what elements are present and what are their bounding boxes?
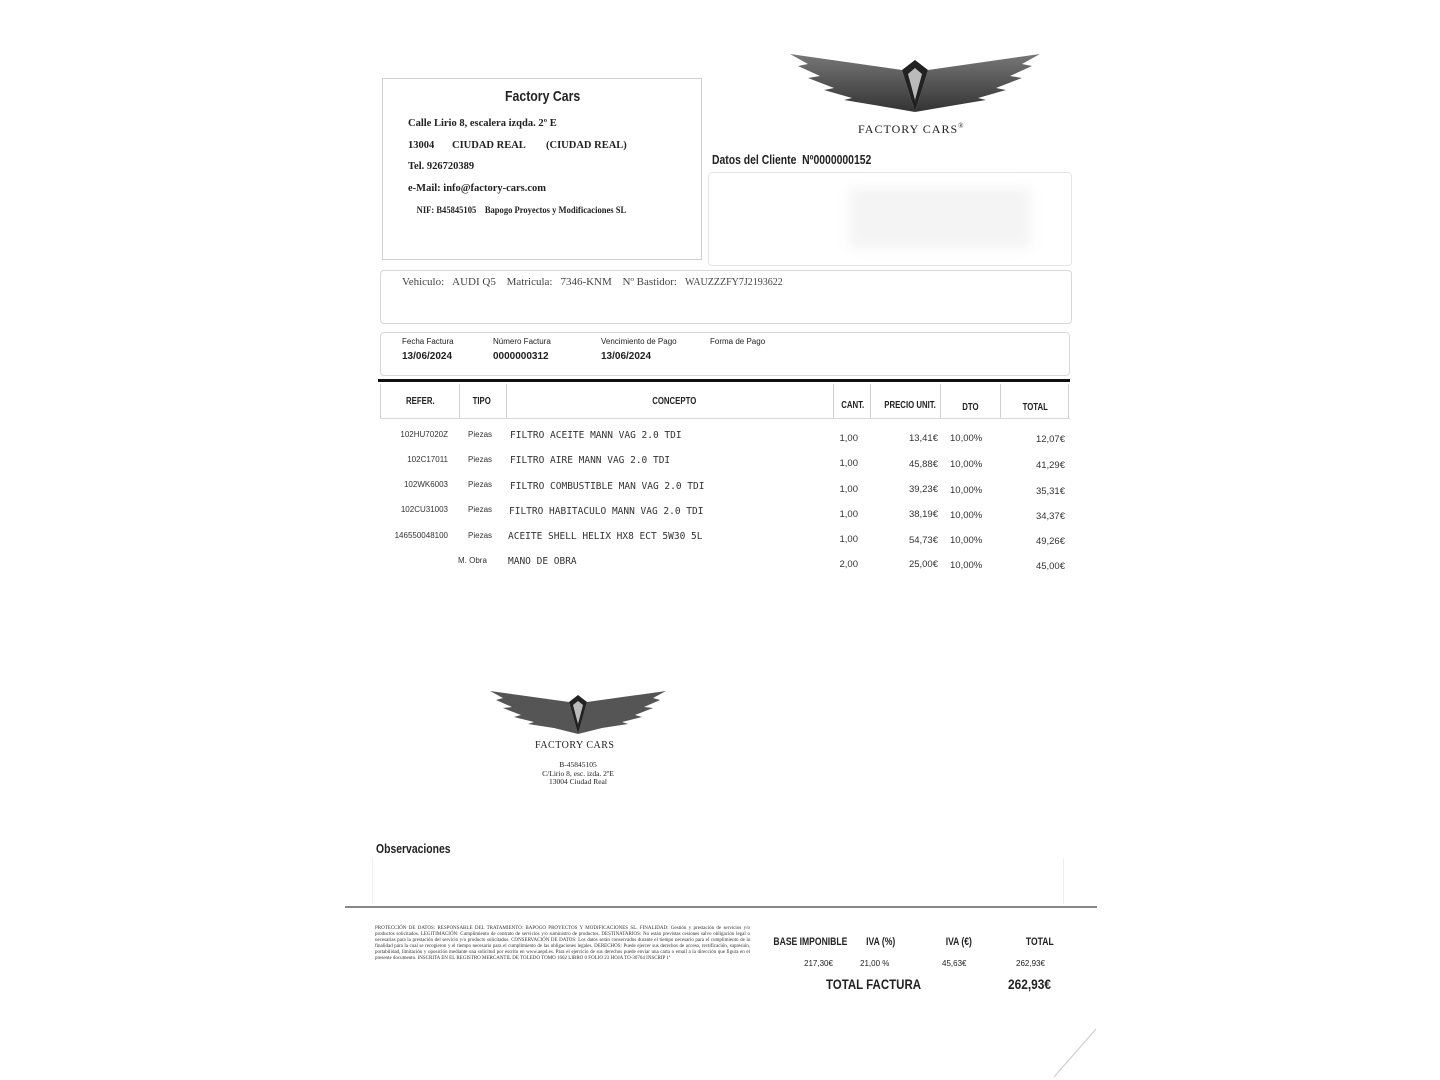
row-dto: 10,00% [950,459,983,470]
plate-label: Matricula: [506,276,553,288]
total-factura-label: TOTAL FACTURA [826,976,922,992]
row-cant: 1,00 [839,458,858,469]
row-ref: 102WK6003 [403,480,448,489]
col-divider [833,384,834,418]
payment-method-label: Forma de Pago [710,337,766,346]
invoice-date-value: 13/06/2024 [402,351,453,362]
row-cant: 2,00 [839,559,858,570]
row-precio: 13,41€ [908,433,938,444]
row-cant: 1,00 [839,484,858,495]
stamp-line: 13004 Ciudad Real [549,777,607,786]
row-cant: 1,00 [839,433,858,444]
observations-box [372,858,1064,904]
client-data-title: Datos del Cliente Nº0000000152 [712,152,872,167]
row-total: 41,29€ [1035,460,1065,471]
observations-label: Observaciones [376,841,451,856]
row-concepto: ACEITE SHELL HELIX HX8 ECT 5W30 5L [508,531,703,542]
iva-amount-value: 45,63€ [942,959,967,968]
company-province: (CIUDAD REAL) [546,140,627,151]
invoice-number-label: Número Factura [493,337,551,346]
col-divider [1068,384,1069,418]
company-postal-code: 13004 [408,140,435,151]
col-header-ref: REFER. [406,396,435,407]
company-legal-name: Bapogo Proyectos y Modificaciones SL [484,206,627,216]
row-ref: 102C17011 [407,455,448,464]
header-rule [380,418,1070,419]
row-precio: 45,88€ [908,459,938,470]
row-ref: 146550048100 [394,531,448,540]
vehicle-value: AUDI Q5 [452,276,496,288]
iva-pct-value: 21,00 % [860,959,890,968]
section-divider [378,379,1070,382]
col-header-precio: PRECIO UNIT. [884,400,936,411]
row-cant: 1,00 [839,534,858,545]
base-imponible-value: 217,30€ [804,959,833,968]
footer-divider [345,906,1097,908]
company-address: Calle Lirio 8, escalera izqda. 2º E [408,118,557,129]
company-stamp-wings-logo [490,688,666,738]
chassis-value: WAUZZZFY7J2193622 [684,277,783,288]
row-tipo: M. Obra [458,556,487,565]
row-dto: 10,00% [950,510,983,521]
col-divider [1000,384,1001,418]
total-factura-value: 262,93€ [1008,976,1052,992]
invoice-date-label: Fecha Factura [402,337,454,346]
col-header-concepto: CONCEPTO [652,396,697,407]
company-email: e-Mail: info@factory-cars.com [408,183,547,194]
due-date-label: Vencimiento de Pago [601,337,677,346]
row-tipo: Piezas [468,505,493,514]
row-tipo: Piezas [468,531,493,540]
row-concepto: FILTRO AIRE MANN VAG 2.0 TDI [510,455,671,466]
scan-artifact-line [1050,1025,1100,1080]
row-dto: 10,00% [950,560,983,571]
row-dto: 10,00% [950,535,983,546]
client-info-redacted [850,188,1030,248]
stamp-line: C/Lirio 8, esc. izda. 2ºE [542,769,614,778]
chassis-label: Nº Bastidor: [622,276,677,288]
col-divider [506,384,507,418]
row-ref: 102CU31003 [400,505,448,514]
row-dto: 10,00% [950,485,983,496]
row-precio: 38,19€ [908,509,938,520]
col-header-tipo: TIPO [472,396,491,407]
row-concepto: FILTRO ACEITE MANN VAG 2.0 TDI [510,430,682,441]
factory-cars-wings-logo [790,50,1040,120]
due-date-value: 13/06/2024 [601,351,652,362]
col-header-dto: DTO [962,402,979,413]
row-tipo: Piezas [468,480,493,489]
row-total: 45,00€ [1035,561,1065,572]
col-divider [870,384,871,418]
nif-label: NIF: [416,206,435,216]
stamp-logo-text: FACTORY CARS [535,740,615,751]
row-concepto: FILTRO HABITACULO MANN VAG 2.0 TDI [509,506,704,517]
row-cant: 1,00 [839,509,858,520]
row-tipo: Piezas [468,455,493,464]
vehicle-label: Vehiculo: [402,276,445,288]
col-divider [940,384,941,418]
row-total: 34,37€ [1035,511,1065,522]
col-header-total: TOTAL [1022,402,1048,413]
row-ref: 102HU7020Z [400,430,448,439]
iva-pct-header: IVA (%) [866,936,896,948]
logo-text: FACTORY CARS® [858,122,965,136]
row-concepto: FILTRO COMBUSTIBLE MAN VAG 2.0 TDI [510,481,705,492]
row-tipo: Piezas [468,430,493,439]
company-nif-line [417,206,627,216]
client-number: Nº0000000152 [802,152,872,167]
row-total: 12,07€ [1035,434,1065,445]
row-total: 49,26€ [1035,536,1065,547]
total-value-small: 262,93€ [1016,959,1045,968]
col-header-cant: CANT. [841,400,865,411]
row-dto: 10,00% [950,433,983,444]
company-phone: Tel. 926720389 [408,161,475,172]
company-city: CIUDAD REAL [452,140,526,151]
total-header: TOTAL [1025,936,1054,948]
row-precio: 54,73€ [908,535,938,546]
base-imponible-header: BASE IMPONIBLE [773,936,848,948]
row-precio: 25,00€ [908,559,938,570]
row-concepto: MANO DE OBRA [508,556,577,567]
legal-data-protection-text: PROTECCIÓN DE DATOS: RESPONSABLE DEL TRATAMIENTO: BAPOGO PROYECTOS Y MODIFICACIONES SL. FINALIDAD: Gestión y prestación de servicios y/o productos solicitados. LEGITIMACIÓN: Cumplimiento de contrato de servicios y/o suministro de productos. DESTINATARIOS: No están previstas cesiones salvo obligación legal o necesarias para la prestación del servicio y/o producto solicitados. CONSERVACIÓN DE DATOS: Los datos serán conservados durante el tiempo necesario para el cumplimiento de la finalidad para la cual se recogieron y el tiempo necesario para el cumplimiento de las obligaciones legales. DERECHOS: Puede ejercer sus derechos de acceso, rectificación, supresión, portabilidad, limitación y oposición mediante una solicitud por escrito en www.aepd.es. Para el ejercicio de sus derechos puede enviar una carta o email a la dirección que figura en el presente documento. INSCRITA EN EL REGISTRO MERCANTIL DE TOLEDO TOMO 1602 LIBRO 0 FOLIO 23 HOJA TO-30764 INSCRIP 1ª [375,926,750,961]
iva-amount-header: IVA (€) [945,936,972,948]
row-precio: 39,23€ [908,484,938,495]
stamp-line: B-45845105 [559,760,597,769]
invoice-number-value: 0000000312 [493,351,549,362]
nif-value: B45845105 [436,206,477,216]
plate-value: 7346-KNM [560,276,612,288]
col-divider [380,384,381,418]
col-divider [459,384,460,418]
vehicle-info-line [402,276,791,288]
row-total: 35,31€ [1035,486,1065,497]
company-name: Factory Cars [505,88,581,105]
